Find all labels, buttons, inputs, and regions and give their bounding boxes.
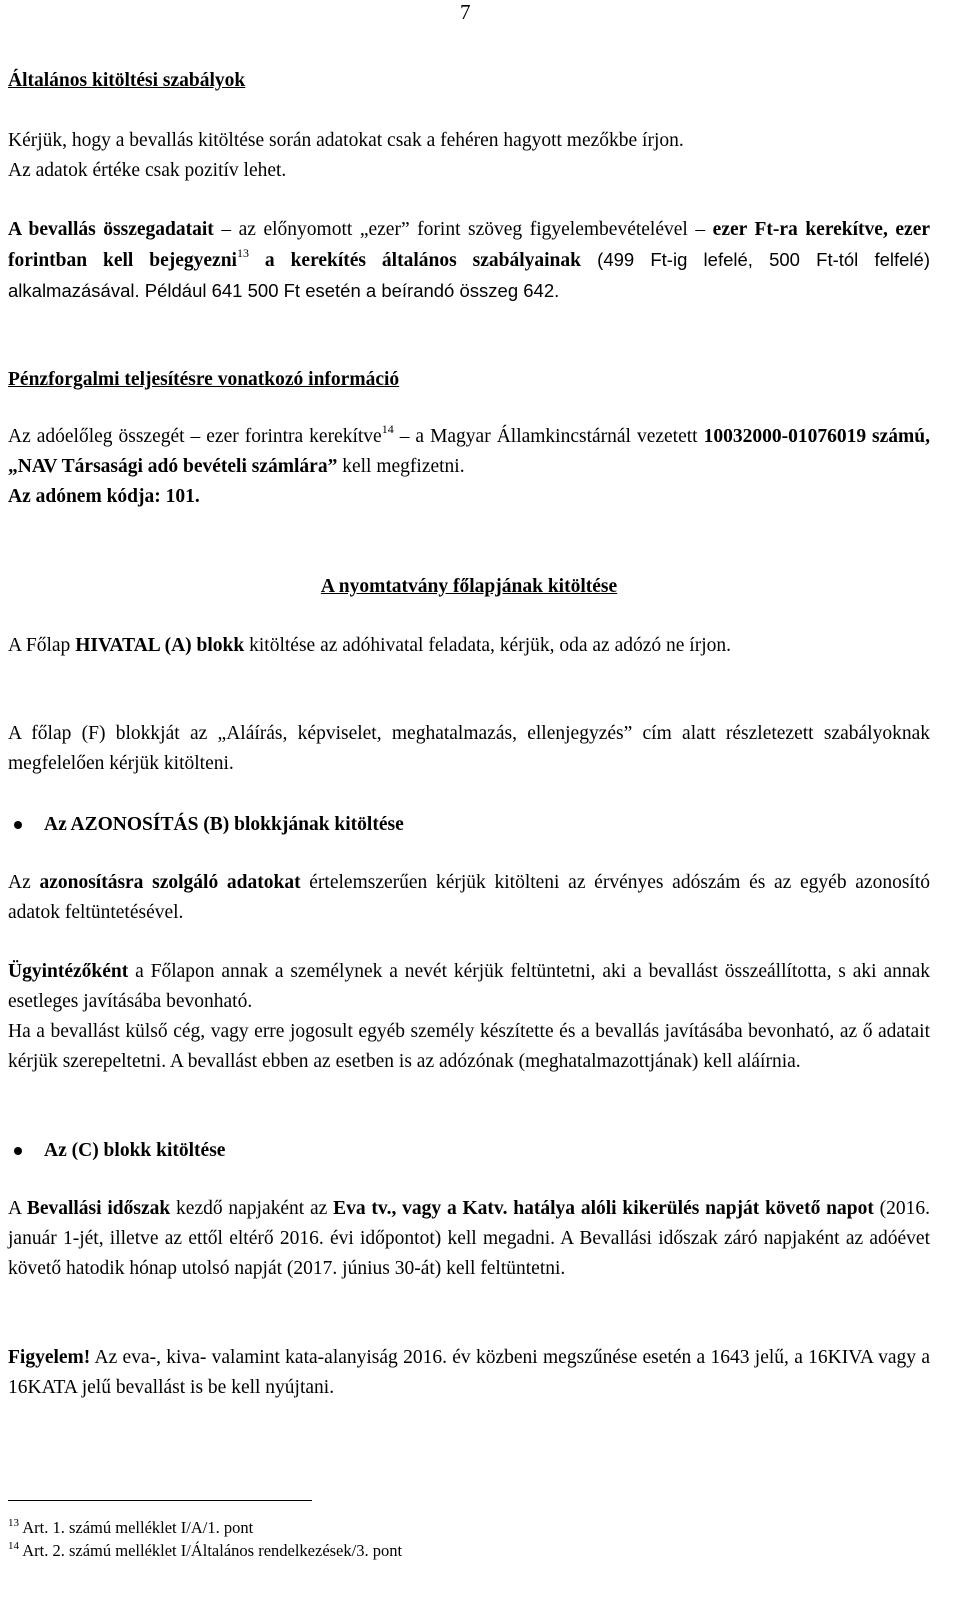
- section-heading-general-rules: Általános kitöltési szabályok: [8, 70, 246, 91]
- bullet-c-block: Az (C) blokk kitöltése: [8, 1136, 930, 1166]
- paragraph-f-block: A főlap (F) blokkját az „Aláírás, képviselet, meghatalmazás, ellenjegyzés” cím alatt részletezett szabályoknak megfelelően kérjük kitölteni.: [8, 723, 930, 774]
- bullet-icon: [14, 821, 22, 829]
- footnote-13: $^{13}$ Art. 1. számú melléklet I/A/1. pont: [8, 1516, 254, 1537]
- section-heading-payment-info: Pénzforgalmi teljesítésre vonatkozó információ: [8, 369, 400, 390]
- footnote-14: $^{14}$ Art. 2. számú melléklet I/Általános rendelkezések/3. pont: [8, 1539, 403, 1560]
- paragraph-return-period: A Bevallási időszak kezdő napjaként az Eva tv., vagy a Katv. hatálya alóli kikerülés napját követő napot (2016. január 1-jét, illetve az ettől eltérő 2016. évi időpontot) kell megadni. A Bevallási időszak záró napjaként az adóévet követő hatodik hónap utolsó napját (2017. június 30-át) kell feltüntetni.: [8, 1198, 930, 1279]
- paragraph-office-block: A Főlap HIVATAL (A) blokk kitöltése az adóhivatal feladata, kérjük, oda az adózó ne írjon.: [8, 635, 731, 656]
- paragraph-rounding-rules: A bevallás összegadatait – az előnyomott „ezer” forint szöveg figyelembevételével – ezer Ft-ra kerekítve, ezer forintban kell bejegyezni$^{13}$ a kerekítés általános szabályainak (499 Ft-ig lefelé, 500 Ft-tól felfelé) alkalmazásával. Például 641 500 Ft esetén a beírandó összeg 642.: [8, 219, 931, 301]
- paragraph-fill-instructions: Kérjük, hogy a bevallás kitöltése során adatokat csak a fehéren hagyott mezőkbe írjon. Az adatok értéke csak pozitív lehet.: [8, 130, 684, 181]
- paragraph-external-company: Ha a bevallást külső cég, vagy erre jogosult egyéb személy készítette és a bevallás javításába bevonható, az ő adatait kérjük szerepeltetni. A bevallást ebben az esetben is az adózónak (meghatalmazottjának) kell aláírnia.: [8, 1021, 930, 1072]
- paragraph-identification-data: Az azonosításra szolgáló adatokat értelemszerűen kérjük kitölteni az érvényes adószám és az egyéb azonosító adatok feltüntetésével.: [8, 872, 930, 923]
- page-number: 7: [460, 0, 471, 24]
- paragraph-payment-account: Az adóelőleg összegét – ezer forintra kerekítve$^{14}$ – a Magyar Államkincstárnál vezetett 10032000-01076019 számú, „NAV Társasági adó bevételi számlára” kell megfizetni. Az adónem kódja: 101.: [8, 421, 931, 507]
- bullet-identification-block: Az AZONOSÍTÁS (B) blokkjának kitöltése: [8, 810, 930, 840]
- section-heading-main-sheet: A nyomtatvány főlapjának kitöltése: [320, 576, 618, 597]
- bullet-icon: [14, 1147, 22, 1155]
- paragraph-administrator: Ügyintézőként a Főlapon annak a személynek a nevét kérjük feltüntetni, aki a bevallást összeállította, s aki annak esetleges javításába bevonható.: [8, 961, 930, 1012]
- paragraph-attention-note: Figyelem! Az eva-, kiva- valamint kata-alanyiság 2016. év közbeni megszűnése esetén a 1643 jelű, a 16KIVA vagy a 16KATA jelű bevallást is be kell nyújtani.: [8, 1347, 930, 1398]
- footnote-separator: [8, 1500, 312, 1501]
